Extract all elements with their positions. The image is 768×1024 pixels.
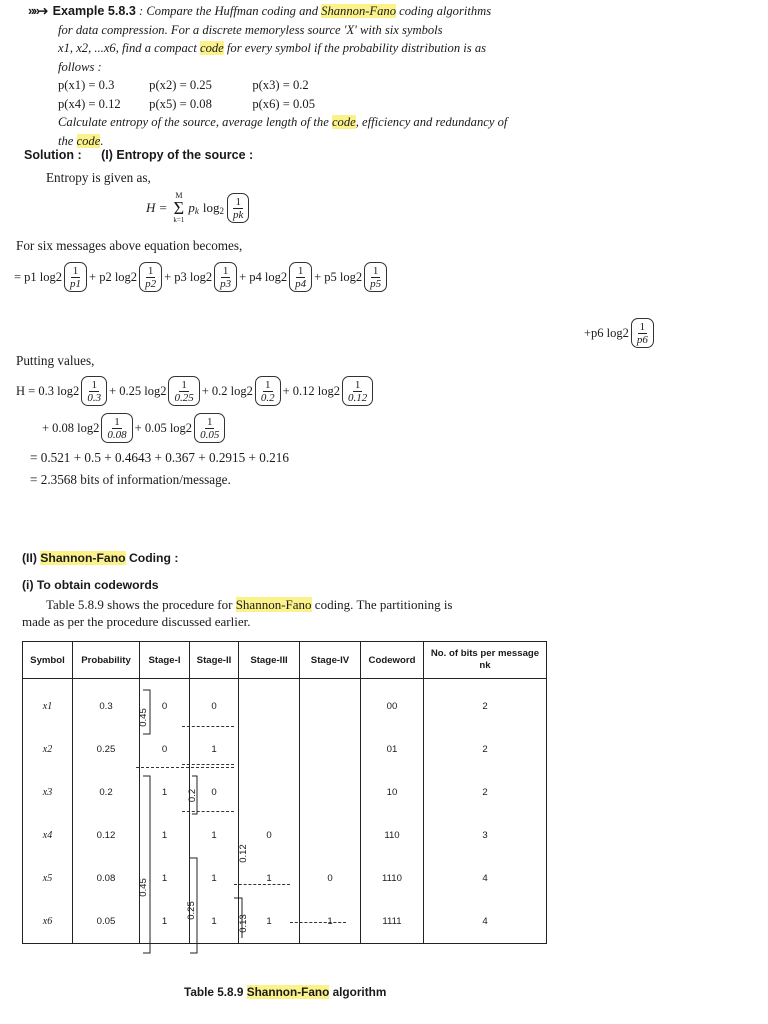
prob-x1: p(x1) = 0.3 [58,78,115,92]
cell-symbol: x6 [23,900,73,944]
example-line3a: x [58,41,64,55]
expansion-last-term-prefix: +p6 log2 [584,325,629,340]
calc-b: , efficiency and redundancy of [355,115,508,129]
cell-bits: 2 [424,679,547,729]
prob-x3: p(x3) = 0.2 [252,78,309,92]
prob-x5: p(x5) = 0.08 [149,96,212,111]
expansion-term-prefix: + p4 log2 [239,269,288,284]
expansion-fraction: $\frac{1}{p1}$ [64,262,87,292]
cell-s4: 0 [300,857,361,900]
part1-heading: (I) Entropy of the source : [101,148,254,162]
putting-values-text: Putting values, [16,353,95,368]
expansion-fraction: $\frac{1}{p5}$ [364,262,387,292]
cell-code: 10 [361,771,424,814]
partition-line-s3 [234,884,290,885]
calc-d: code [76,133,101,148]
values2-term-prefix: + 0.05 log2 [134,420,193,435]
cell-s1: 0 [140,679,190,729]
label-s2-a: 0.2 [187,788,199,803]
label-s3-a: 0.12 [237,844,249,863]
values1-fraction: $\frac{1}{0.2}$ [255,376,281,406]
values1-term-prefix: H = 0.3 log2 [16,383,80,398]
cell-bits: 3 [424,814,547,857]
shannon-para-2: made as per the procedure discussed earlier. [22,614,251,629]
shannon-para-1: Table 5.8.9 shows the procedure for Shannon-Fano coding. The partitioning is [46,597,453,612]
partition-line-s2-c [182,811,234,812]
partition-line-s1 [136,767,234,768]
calc-a: Calculate entropy of the source, average length of the [58,115,332,129]
values1-term-prefix: + 0.12 log2 [282,383,341,398]
expansion-fraction: $\frac{1}{p4}$ [289,262,312,292]
formula-fraction: $\frac{1}{pk}$ [227,193,249,223]
cell-s3: 0 [239,814,300,857]
expansion-last-fraction: $\frac{1}{p6}$ [631,318,654,348]
six-messages-text: For six messages above equation becomes, [16,238,243,253]
expansion-fraction: $\frac{1}{p2}$ [139,262,162,292]
example-line1a: : Compare the Huffman coding and [135,4,322,18]
cell-prob: 0.12 [73,814,140,857]
cell-s2: 0 [190,771,239,814]
cell-symbol: x5 [23,857,73,900]
cell-prob: 0.08 [73,857,140,900]
formula-h: H = [146,200,168,215]
values1-term-prefix: + 0.2 log2 [201,383,253,398]
entropy-given: Entropy is given as, [46,170,151,185]
example-line3-code: code [200,41,224,55]
sum-line: = 0.521 + 0.5 + 0.4643 + 0.367 + 0.2915 + 0.216 [30,450,289,465]
cell-s3: 1 [239,900,300,944]
values1-fraction: $\frac{1}{0.12}$ [342,376,373,406]
th-symbol: Symbol [23,642,73,679]
example-line3: 1, x2, ...x6, find a compact [63,41,200,55]
partition-line-s4 [290,922,346,923]
values2-term-prefix: + 0.08 log2 [42,420,100,435]
cell-bits: 2 [424,728,547,771]
partition-line-s2-b [182,764,234,765]
shannon-heading: (II) Shannon-Fano Coding : [22,551,179,565]
expansion-term-prefix: + p3 log2 [164,269,213,284]
cell-symbol: x4 [23,814,73,857]
cell-bits: 4 [424,900,547,944]
cell-s1: 1 [140,771,190,814]
cell-prob: 0.3 [73,679,140,729]
th-codeword: Codeword [361,642,424,679]
example-label: Example 5.8.3 [52,4,136,18]
th-stage-2: Stage-II [190,642,239,679]
values1-fraction: $\frac{1}{0.25}$ [168,376,199,406]
cell-prob: 0.2 [73,771,140,814]
cell-symbol: x1 [23,679,73,729]
expansion-term-prefix: = p1 log2 [14,269,63,284]
values2-fraction: $\frac{1}{0.08}$ [101,413,132,443]
values2-fraction: $\frac{1}{0.05}$ [194,413,225,443]
label-s1-bottom: 0.45 [137,878,149,897]
cell-s3: 1 [239,857,300,900]
cell-code: 110 [361,814,424,857]
solution-label: Solution : [24,148,82,162]
th-stage-3: Stage-III [239,642,300,679]
cell-code: 01 [361,728,424,771]
cell-s1: 1 [140,900,190,944]
cell-s1: 1 [140,857,190,900]
cell-symbol: x3 [23,771,73,814]
prob-x4: p(x4) = 0.12 [58,96,121,111]
entropy-formula: H = M Σ k=1 p k log 2 $\frac{1}{pk}$ [146,192,249,224]
prob-x6: p(x6) = 0.05 [252,96,316,111]
example-line3b: for every symbol if the probability distribution is as [223,41,487,55]
values1-fraction: $\frac{1}{0.3}$ [81,376,107,406]
calc-code: code [331,115,356,129]
example-line2: for data compression. For a discrete memoryless source 'X' with six symbols [58,22,443,37]
cell-s4: 1 [300,900,361,944]
stage1-bracket-bottom [143,776,150,953]
partition-line-s2-a [182,726,234,727]
calc-e: . [100,133,104,148]
th-stage-1: Stage-I [140,642,190,679]
cell-s2: 1 [190,814,239,857]
values1-term-prefix: + 0.25 log2 [109,383,167,398]
cell-prob: 0.05 [73,900,140,944]
cell-s1: 0 [140,728,190,771]
example-line1b: Shannon-Fano [321,4,397,18]
cell-bits: 4 [424,857,547,900]
result-line: = 2.3568 bits of information/message. [30,472,231,487]
example-line4: follows : [58,59,102,74]
cell-code: 1111 [361,900,424,944]
table-caption: Table 5.8.9 Shannon-Fano algorithm [184,985,387,999]
cell-s2: 1 [190,728,239,771]
calc-c: the [58,133,77,148]
cell-symbol: x2 [23,728,73,771]
expansion-term-prefix: + p2 log2 [89,269,138,284]
th-stage-4: Stage-IV [300,642,361,679]
sum-symbol: M Σ k=1 [173,191,185,224]
codewords-subheading: (i) To obtain codewords [22,578,159,592]
cell-code: 1110 [361,857,424,900]
prob-x2: p(x2) = 0.25 [149,78,212,92]
cell-s1: 1 [140,814,190,857]
cell-s2: 0 [190,679,239,729]
example-line1c: coding algorithms [396,4,492,18]
th-bits: No. of bits per message nk [424,642,547,679]
cell-code: 00 [361,679,424,729]
label-s2-b: 0.25 [185,901,197,920]
label-s1-top: 0.45 [137,708,149,727]
label-s3-b: 0.13 [237,914,249,933]
expansion-fraction: $\frac{1}{p3}$ [214,262,237,292]
arrow-icon: »»➜ [28,4,47,18]
cell-s2: 1 [190,900,239,944]
cell-prob: 0.25 [73,728,140,771]
th-probability: Probability [73,642,140,679]
cell-bits: 2 [424,771,547,814]
cell-s2: 1 [190,857,239,900]
expansion-term-prefix: + p5 log2 [314,269,363,284]
